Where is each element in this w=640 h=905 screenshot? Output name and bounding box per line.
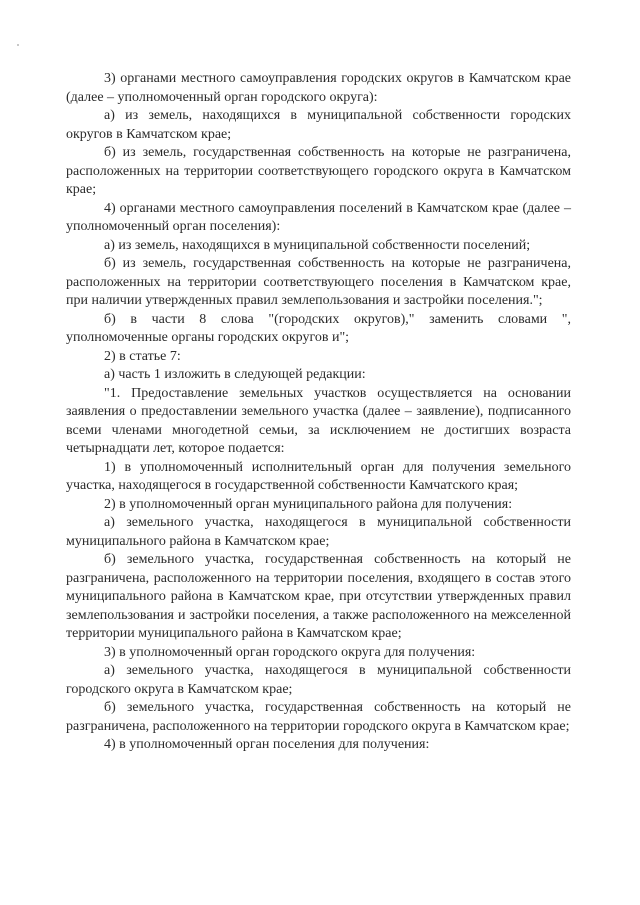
paragraph: б) из земель, государственная собственность на которые не разграничена, расположенных на территории соответствующего поселения в Камчатском крае, при наличии утвержденных правил землепользования и застройки поселения."; <box>66 256 571 308</box>
paragraph: "1. Предоставление земельных участков осуществляется на основании заявления о предоставлении земельного участка (далее – заявление), подписанного всеми членами многодетной семьи, за исключением не достигших возраста четырнадцати лет, которое подается: <box>66 385 571 456</box>
paragraph: б) из земель, государственная собственность на которые не разграничена, расположенных на территории соответствующего городского округа в Камчатском крае; <box>66 145 571 197</box>
paragraph: 4) органами местного самоуправления поселений в Камчатском крае (далее – уполномоченный орган поселения): <box>66 200 571 234</box>
paragraph: 2) в уполномоченный орган муниципального района для получения: <box>104 496 513 512</box>
paragraph: б) земельного участка, государственная собственность на который не разграничена, расположенного на территории городского округа в Камчатском крае; <box>66 700 571 734</box>
paragraph: 3) органами местного самоуправления городских округов в Камчатском крае (далее – уполномоченный орган городского округа): <box>66 71 571 105</box>
paragraph: б) земельного участка, государственная собственность на который не разграничена, расположенного на территории поселения, входящего в состав этого муниципального района в Камчатском крае, при отсутствии утвержденных правил землепользования и застройки поселения, а также расположенного на межселенной территории муниципального района в Камчатском крае; <box>66 552 571 641</box>
paragraph: б) в части 8 слова "(городских округов)," заменить словами ", уполномоченные органы городских округов и"; <box>66 311 571 345</box>
document-body <box>66 70 571 755</box>
paragraph: 3) в уполномоченный орган городского округа для получения: <box>104 644 476 660</box>
paragraph: а) из земель, находящихся в муниципальной собственности поселений; <box>104 237 531 253</box>
paragraph: 2) в статье 7: <box>104 348 181 364</box>
paragraph: 4) в уполномоченный орган поселения для получения: <box>104 737 430 752</box>
paragraph: а) из земель, находящихся в муниципальной собственности городских округов в Камчатском крае; <box>66 108 571 142</box>
paragraph: а) часть 1 изложить в следующей редакции: <box>104 367 366 382</box>
paragraph: а) земельного участка, находящегося в муниципальной собственности муниципального района в Камчатском крае; <box>66 515 571 549</box>
paragraph: а) земельного участка, находящегося в муниципальной собственности городского округа в Камчатском крае; <box>66 663 571 697</box>
paragraph: 1) в уполномоченный исполнительный орган для получения земельного участка, находящегося в государственной собственности Камчатского края; <box>66 459 571 493</box>
scan-artifact <box>17 44 19 46</box>
